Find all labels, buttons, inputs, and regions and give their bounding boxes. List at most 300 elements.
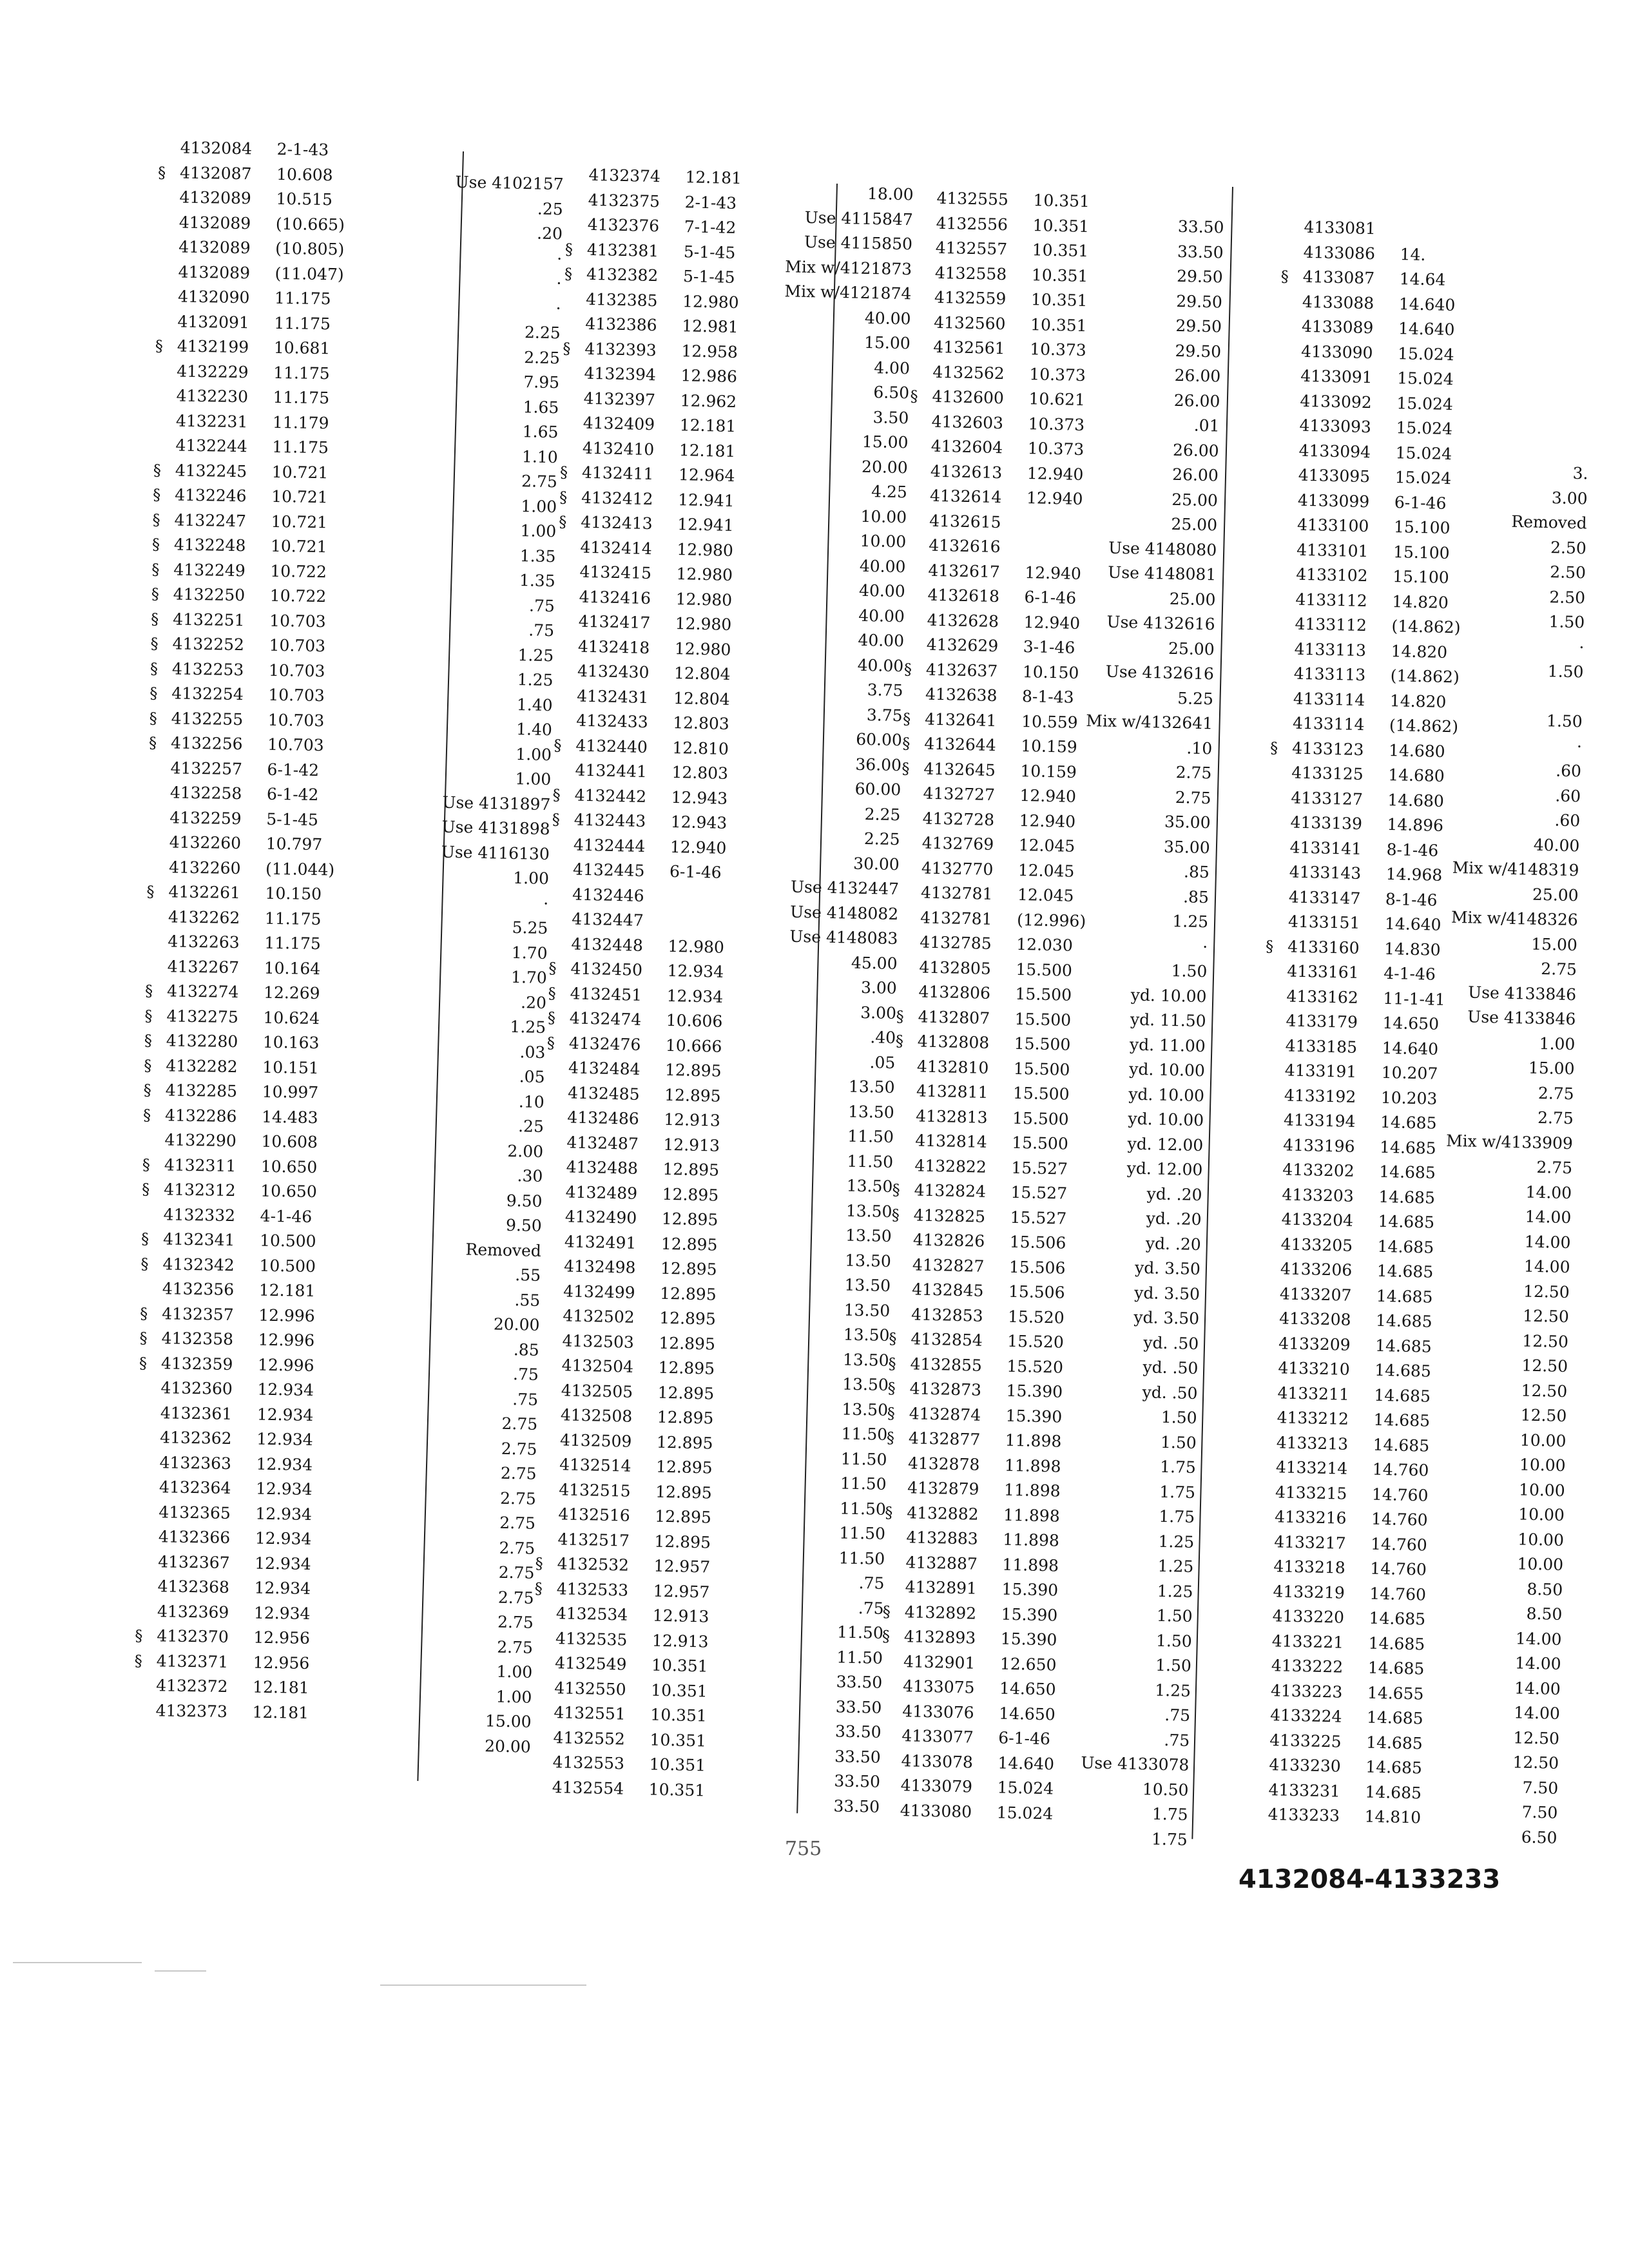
price-value: 11-1-41 [1383,988,1446,1009]
cost-value: 20.00 [484,1736,532,1756]
table-row [375,1310,540,1338]
price-value: 10.703 [269,635,326,656]
table-row [1068,1403,1197,1431]
table-row [719,1494,886,1522]
part-number: 4132613 [930,461,1003,482]
table-row [733,874,900,902]
cost-value: yd. 10.00 [1130,985,1207,1006]
price-value: 10.608 [261,1131,318,1152]
table-row [1391,1028,1576,1057]
part-number: 4133162 [1286,986,1359,1007]
cost-value: 12.50 [1522,1331,1569,1351]
price-value: 12.030 [1016,934,1074,955]
part-number: 4133191 [1284,1061,1357,1081]
table-row [719,1519,886,1547]
cost-value: .60 [1555,761,1582,781]
table-row [1094,287,1223,314]
table-row [1393,978,1577,1007]
part-number: 4133219 [1273,1581,1345,1602]
price-value: 11.898 [1002,1555,1059,1575]
part-number: 4132535 [555,1628,628,1649]
table-row [398,243,563,271]
part-number: 4132807 [918,1006,990,1028]
price-value: 12.956 [253,1628,311,1648]
price-value: 10.150 [1022,662,1079,682]
cost-value: 1.50 [1155,1655,1192,1675]
price-value: 10.351 [651,1655,708,1676]
cost-value: 35.00 [1163,837,1211,857]
table-row [145,979,333,1006]
price-value: 12.943 [670,812,728,832]
table-row [135,1574,323,1602]
table-row [1277,413,1465,442]
part-number: 4133147 [1288,887,1361,908]
section-mark: § [149,709,158,727]
part-number: 4132376 [587,215,660,236]
table-row [1066,1502,1195,1530]
cost-value: · [1576,736,1583,756]
table-row [142,1128,331,1155]
table-row [546,1055,722,1084]
table-row [1374,1772,1559,1801]
cost-value: .10 [518,1091,545,1111]
cost-value: yd. .20 [1145,1233,1202,1254]
section-mark: § [882,1602,891,1621]
part-number: 4133102 [1296,564,1368,586]
price-value: 5-1-45 [683,242,736,262]
price-value: 4-1-46 [1383,963,1436,984]
table-row [1068,1378,1198,1406]
section-mark [541,1340,563,1341]
table-row [744,303,911,331]
table-row [550,907,725,936]
price-value: 10.373 [1029,340,1087,360]
section-mark [155,371,177,372]
table-row [134,1673,322,1701]
table-row [545,1105,720,1134]
part-number: 4132418 [577,637,650,657]
price-value: 11.175 [274,313,331,333]
table-row [887,1376,1075,1405]
part-number: 4132614 [929,486,1002,507]
price-value: 12.913 [651,1631,709,1651]
table-row [725,1221,892,1249]
table-row [1387,1226,1571,1255]
part-number: 4132245 [175,460,247,481]
table-row [390,615,555,644]
section-mark [543,1216,565,1217]
cost-value: 25.00 [1168,639,1215,658]
section-mark [908,495,930,496]
table-row [730,973,897,1001]
table-row [143,1102,331,1130]
part-number: 4132813 [915,1106,988,1127]
cost-value: yd. .20 [1146,1209,1202,1229]
table-row [1069,1354,1199,1381]
part-number: 4132644 [924,734,996,755]
cost-value: 2.75 [1541,959,1577,979]
section-mark [907,545,929,546]
price-value: 14.760 [1372,1459,1429,1480]
cost-value: 60.00 [854,779,901,800]
section-mark [146,917,168,918]
table-row [535,1526,711,1555]
cost-value: 3.50 [872,407,909,427]
part-number: 4132290 [164,1130,237,1151]
cost-value: · [543,894,549,913]
part-number: 4133230 [1269,1755,1342,1776]
price-value: 11.898 [1003,1530,1060,1550]
table-row [147,830,335,858]
part-number: 4132417 [578,611,651,633]
table-row [1393,954,1577,983]
cost-value: 1.25 [517,645,554,665]
cost-value: 60.00 [855,729,903,750]
part-number: 4132854 [911,1329,983,1350]
part-number: 4132375 [588,190,660,211]
part-number: 4132447 [572,909,644,930]
price-value: 12.940 [670,837,727,858]
table-row [901,756,1090,785]
part-number: 4132893 [903,1627,976,1648]
cost-value: 3.00 [860,977,898,998]
part-number: 4133127 [1291,788,1364,809]
price-value: 15.506 [1009,1232,1066,1253]
table-row [379,1136,544,1164]
price-value: 15.500 [1014,1033,1071,1054]
price-value: 10.721 [271,512,328,532]
table-row [1382,1425,1566,1454]
section-mark [545,1167,566,1168]
part-number: 4132891 [905,1577,978,1598]
table-row [910,384,1098,413]
part-number: 4133100 [1296,515,1369,536]
section-mark [147,867,169,868]
table-row [389,640,554,668]
cost-value: .30 [517,1166,543,1186]
part-number: 4133086 [1303,242,1376,263]
part-number: 4132275 [166,1006,239,1026]
cost-value: 11.50 [839,1523,886,1543]
table-row [1061,1700,1191,1728]
cost-value: 1.00 [513,868,550,889]
table-row [396,293,561,321]
table-row [539,1353,715,1382]
table-row [370,1558,535,1586]
part-number: 4132341 [162,1229,235,1250]
price-value: 12.895 [656,1432,713,1453]
cost-value: 26.00 [1173,390,1220,410]
section-mark: § [151,535,160,554]
cost-value: 2.75 [1175,787,1211,807]
price-value: 12.181 [679,440,736,461]
cost-value: .25 [537,198,564,218]
table-row [1394,904,1578,933]
part-number: 4133143 [1289,862,1362,883]
table-row [367,1706,532,1735]
part-number: 4132549 [554,1653,627,1674]
section-mark [890,1289,912,1290]
table-row [534,1626,709,1655]
price-value: 12.940 [1023,612,1081,633]
section-mark [157,197,179,198]
price-value: 14.820 [1391,641,1448,662]
price-value: 10.666 [665,1035,722,1056]
cost-value: .75 [528,595,555,615]
table-row [900,831,1088,860]
price-value: 12.934 [255,1479,313,1499]
cost-value: 11.50 [841,1424,888,1444]
price-value: 6-1-46 [998,1728,1051,1749]
section-mark [538,1439,560,1440]
table-row [550,881,726,910]
cost-value: 1.50 [1155,1631,1193,1651]
table-row [1382,1450,1566,1479]
table-row [153,457,342,485]
table-row [557,559,733,588]
cost-value: 33.50 [834,1746,882,1767]
section-mark [879,1785,901,1786]
part-number: 4132253 [171,658,244,679]
cost-value: 33.50 [834,1771,881,1791]
table-row [913,235,1101,264]
part-number: 4132397 [583,389,656,409]
table-row [1376,1673,1561,1702]
price-value: 14.685 [1379,1137,1437,1158]
section-mark [1260,1194,1282,1195]
part-number: 4133203 [1282,1184,1354,1206]
table-row [1078,957,1208,985]
price-value: 12.940 [1025,562,1082,583]
table-row [1081,832,1210,860]
part-number: 4133095 [1298,465,1371,486]
cost-value: 13.50 [845,1251,892,1271]
table-row [1390,1077,1574,1106]
price-value: 14.650 [998,1704,1056,1724]
part-number: 4133210 [1278,1358,1351,1379]
section-mark [914,247,936,248]
table-row [369,1632,534,1660]
part-number: 4133216 [1274,1507,1347,1528]
table-row [394,392,559,420]
part-number: 4132491 [564,1231,637,1253]
part-number: 4132509 [559,1430,632,1451]
price-value: (14.862) [1389,715,1459,736]
part-number: 4132451 [570,983,642,1004]
table-row [149,706,337,733]
part-number: 4132825 [913,1205,986,1226]
part-number: 4132488 [566,1157,639,1178]
table-row [1062,1676,1191,1704]
part-number: 4132230 [176,386,249,407]
price-value: 2-1-43 [684,192,737,213]
part-number: 4132386 [585,314,657,335]
price-value: 12.958 [681,341,738,361]
section-mark [897,966,919,967]
table-row [549,931,724,960]
price-value: 12.940 [1019,785,1077,806]
table-row [897,954,1085,983]
cost-value: Mix w/4121873 [785,256,912,278]
table-row [1398,755,1582,784]
table-row [1071,1254,1200,1282]
table-row [536,1501,711,1530]
part-number: 4133112 [1295,590,1368,610]
price-value: 12.956 [253,1653,310,1673]
table-row [1080,882,1210,910]
price-value: 11.175 [264,908,322,928]
section-mark [1277,475,1298,476]
table-row [1378,1599,1563,1628]
price-value: 12.934 [666,986,724,1006]
cost-value: yd. 3.50 [1133,1283,1200,1303]
table-row [1389,1152,1573,1181]
table-row [543,1229,718,1258]
table-row [561,435,736,464]
table-row [372,1434,537,1462]
part-number: 4132562 [932,362,1005,383]
table-row [1064,1577,1193,1604]
table-row [740,526,907,555]
section-mark [558,547,580,548]
table-row [139,1376,327,1403]
table-row [1396,805,1581,834]
table-row [893,1128,1081,1157]
price-value: (10.665) [275,214,345,235]
cost-value: 1.75 [1159,1457,1197,1477]
section-mark: § [552,785,561,804]
table-row [906,557,1094,586]
table-row [1087,560,1217,588]
table-row [899,880,1087,909]
table-row [1085,634,1215,662]
part-number: 4133088 [1302,292,1374,312]
section-mark [556,646,578,647]
cost-value: 10.00 [1519,1430,1566,1450]
part-number: 4133217 [1273,1532,1346,1553]
price-value: 10.722 [269,586,327,606]
part-number: 4133218 [1273,1557,1346,1577]
table-row [887,1401,1075,1430]
page-range-title: 4132084-4133233 [1239,1865,1501,1894]
price-value: 10.681 [273,338,331,358]
price-value: 12.895 [655,1457,713,1477]
cost-value: 11.50 [836,1647,883,1667]
section-mark [542,1266,564,1267]
part-number: 4132822 [914,1155,987,1177]
cost-value: 1.25 [1172,911,1209,932]
price-value: 5-1-45 [682,267,735,287]
table-row [717,1618,883,1646]
part-number: 4132878 [907,1453,980,1474]
section-mark: § [547,1008,556,1027]
part-number: 4132381 [586,240,659,260]
cost-value: 2.75 [1537,1108,1574,1128]
cost-value: .55 [514,1290,541,1310]
table-row [378,1186,543,1214]
cost-value: 3.00 [1551,488,1588,508]
section-mark [1271,723,1293,724]
price-value: 14.685 [1379,1162,1436,1182]
part-number: 4132246 [175,485,247,506]
part-number: 4132261 [168,882,241,903]
table-row [1065,1552,1194,1579]
part-number: 4132556 [936,213,1008,234]
price-value: 12.895 [660,1234,718,1254]
price-value: 10.159 [1020,736,1078,756]
table-row [914,210,1102,239]
table-row [1080,858,1210,885]
table-row [1380,1549,1564,1578]
table-row [547,1006,722,1035]
table-row [717,1593,884,1621]
cost-value: 2.25 [863,829,900,849]
table-row [158,160,346,187]
table-row [1075,1081,1205,1108]
table-row [391,541,556,569]
cost-value: Use 4115847 [804,207,914,229]
table-row [728,1072,895,1100]
section-mark [563,373,584,374]
table-row [1400,656,1584,685]
cost-value: yd. 3.50 [1134,1258,1201,1279]
price-value: 14.650 [999,1678,1056,1699]
table-row [724,1295,891,1323]
cost-value: 1.75 [1159,1482,1196,1502]
price-value: 14.685 [1376,1261,1434,1282]
cost-value: 15.00 [485,1711,532,1731]
section-mark [905,644,927,645]
table-row [133,1698,322,1725]
table-row [738,576,905,604]
table-row [901,781,1089,810]
part-number: 4132385 [585,289,658,310]
table-row [378,1161,543,1189]
part-number: 4132312 [164,1180,236,1200]
cost-value: 14.00 [1524,1232,1571,1252]
table-row [1402,581,1586,610]
table-row [1281,239,1469,268]
price-value: 10.373 [1029,364,1086,385]
table-row [157,185,345,213]
table-row [560,460,735,489]
table-row [1373,1821,1557,1850]
cost-value: 13.50 [845,1201,892,1221]
cost-value: 45.00 [851,953,898,973]
cost-value: 12.50 [1513,1727,1560,1748]
table-row [1084,659,1214,687]
price-value: 12.895 [657,1407,714,1428]
part-number: 4132781 [920,907,992,928]
table-row [374,1360,539,1388]
section-mark [549,943,571,944]
price-value: 12.980 [668,936,725,957]
cost-value: 2.75 [1537,1083,1574,1103]
part-number: 4133089 [1301,316,1374,338]
price-value: 12.895 [659,1333,716,1354]
cost-value: 36.00 [855,754,902,774]
section-mark [533,1663,555,1664]
part-number: 4132490 [564,1207,637,1227]
price-value: 12.981 [681,316,739,337]
section-mark: § [886,1428,895,1447]
section-mark [136,1586,158,1587]
table-row [145,954,333,981]
table-row [369,1582,534,1611]
section-mark [892,1165,914,1166]
table-row [879,1748,1067,1777]
cost-value [1400,693,1583,697]
